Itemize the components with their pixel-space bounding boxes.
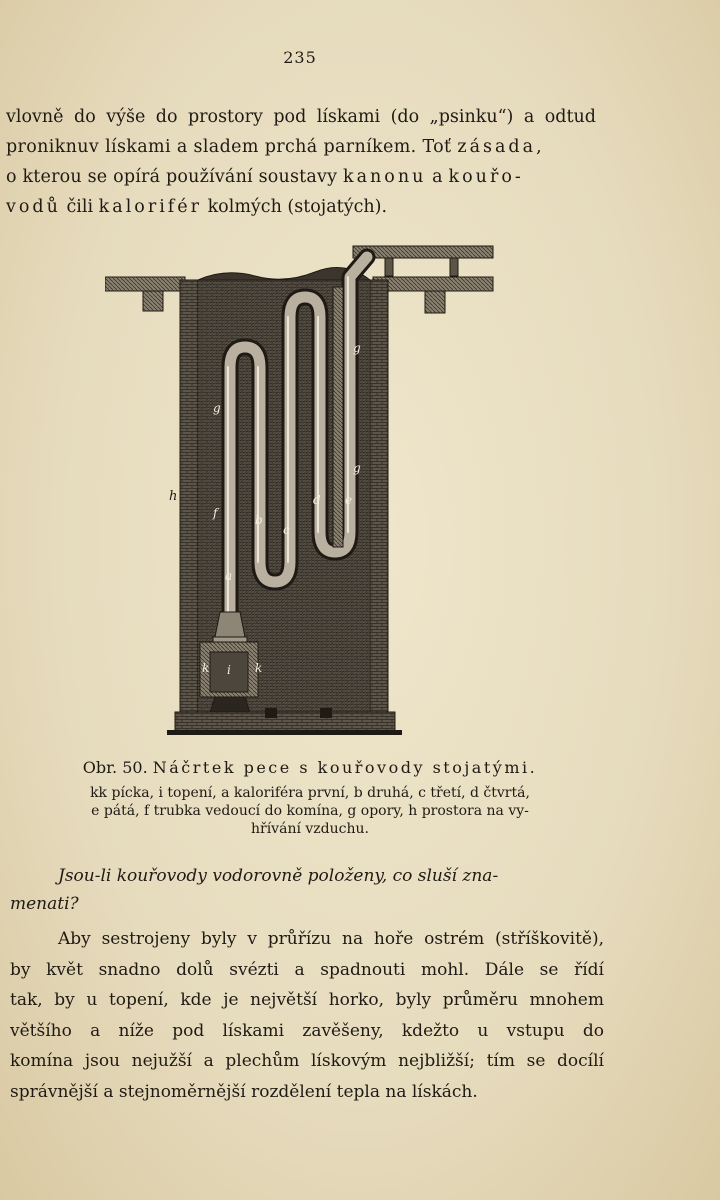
text-span: čili <box>66 197 94 217</box>
caption-legend-line: e pátá, f trubka vedoucí do komína, g opory, h prostora na vy- <box>91 803 529 819</box>
spaced-term-vodu: vodů <box>6 197 61 217</box>
label-f: f <box>213 506 218 520</box>
answer-line: komína jsou nejužší a plechům lískovým nejbližší; tím se docílí <box>10 1051 604 1071</box>
answer-line: správnější a stejnoměrnější rozdělení tepla na lískách. <box>10 1081 478 1102</box>
furnace-diagram <box>105 242 495 747</box>
spaced-term-kourovodu: kouřo- <box>448 167 524 187</box>
question-line: Jsou-li kouřovody vodorovně položeny, co sluší zna- <box>58 866 499 886</box>
figure-number: Obr. 50. <box>82 758 148 777</box>
spaced-term-kalorifer: kalorifér <box>98 197 202 217</box>
caption-legend-line: hřívání vzduchu. <box>251 821 369 837</box>
label-i: i <box>227 663 231 677</box>
answer-line: by květ snadno dolů svézti a spadnouti mohl. Dále se řídí <box>10 959 604 980</box>
text-span: kolmých (stojatých). <box>207 197 388 217</box>
text-line: vlovně do výše do prostory pod lískami (do „psinku“) a odtud <box>6 107 596 127</box>
label-e: e <box>345 493 353 507</box>
label-k: k <box>255 661 263 675</box>
text-span: proniknuv lískami a sladem prchá parníkem. Toť <box>6 137 452 157</box>
caption-legend-line: kk pícka, i topení, a kaloriféra první, b druhá, c třetí, d čtvrtá, <box>90 785 530 801</box>
text-span: a <box>432 167 443 187</box>
question-heading <box>10 862 600 918</box>
label-c: c <box>283 523 290 537</box>
text-span: o kterou se opírá používání soustavy <box>6 167 338 187</box>
question-line: menati? <box>10 894 79 914</box>
figure-caption <box>12 757 608 838</box>
text-line <box>6 162 596 192</box>
text-line <box>6 132 596 162</box>
spaced-term-zasada: zásada <box>457 137 537 157</box>
label-k: k <box>202 661 210 675</box>
label-g: g <box>353 341 361 355</box>
label-a: a <box>225 569 233 583</box>
text-comma: , <box>536 137 542 157</box>
caption-title-line <box>12 757 608 778</box>
answer-paragraph <box>10 924 604 1107</box>
answer-line: většího a níže pod lískami zavěšeny, kdežto u vstupu do <box>10 1020 604 1041</box>
label-b: b <box>255 513 263 527</box>
label-g: g <box>213 401 221 415</box>
label-g: g <box>353 461 361 475</box>
label-d: d <box>313 493 321 507</box>
label-h: h <box>169 489 178 504</box>
text-line <box>6 192 596 222</box>
engraving-figure <box>105 242 495 747</box>
spaced-term-kanonu: kanonu <box>342 167 427 187</box>
answer-line: Aby sestrojeny byly v průřízu na hoře ostrém (stříškovitě), <box>58 929 604 949</box>
body-paragraph-top <box>6 102 596 222</box>
figure-title: Náčrtek pece s kouřovody stojatými. <box>152 758 538 777</box>
page-number: 235 <box>283 48 317 67</box>
answer-line: tak, by u topení, kde je největší horko, byly průměru mnohem <box>10 990 604 1010</box>
